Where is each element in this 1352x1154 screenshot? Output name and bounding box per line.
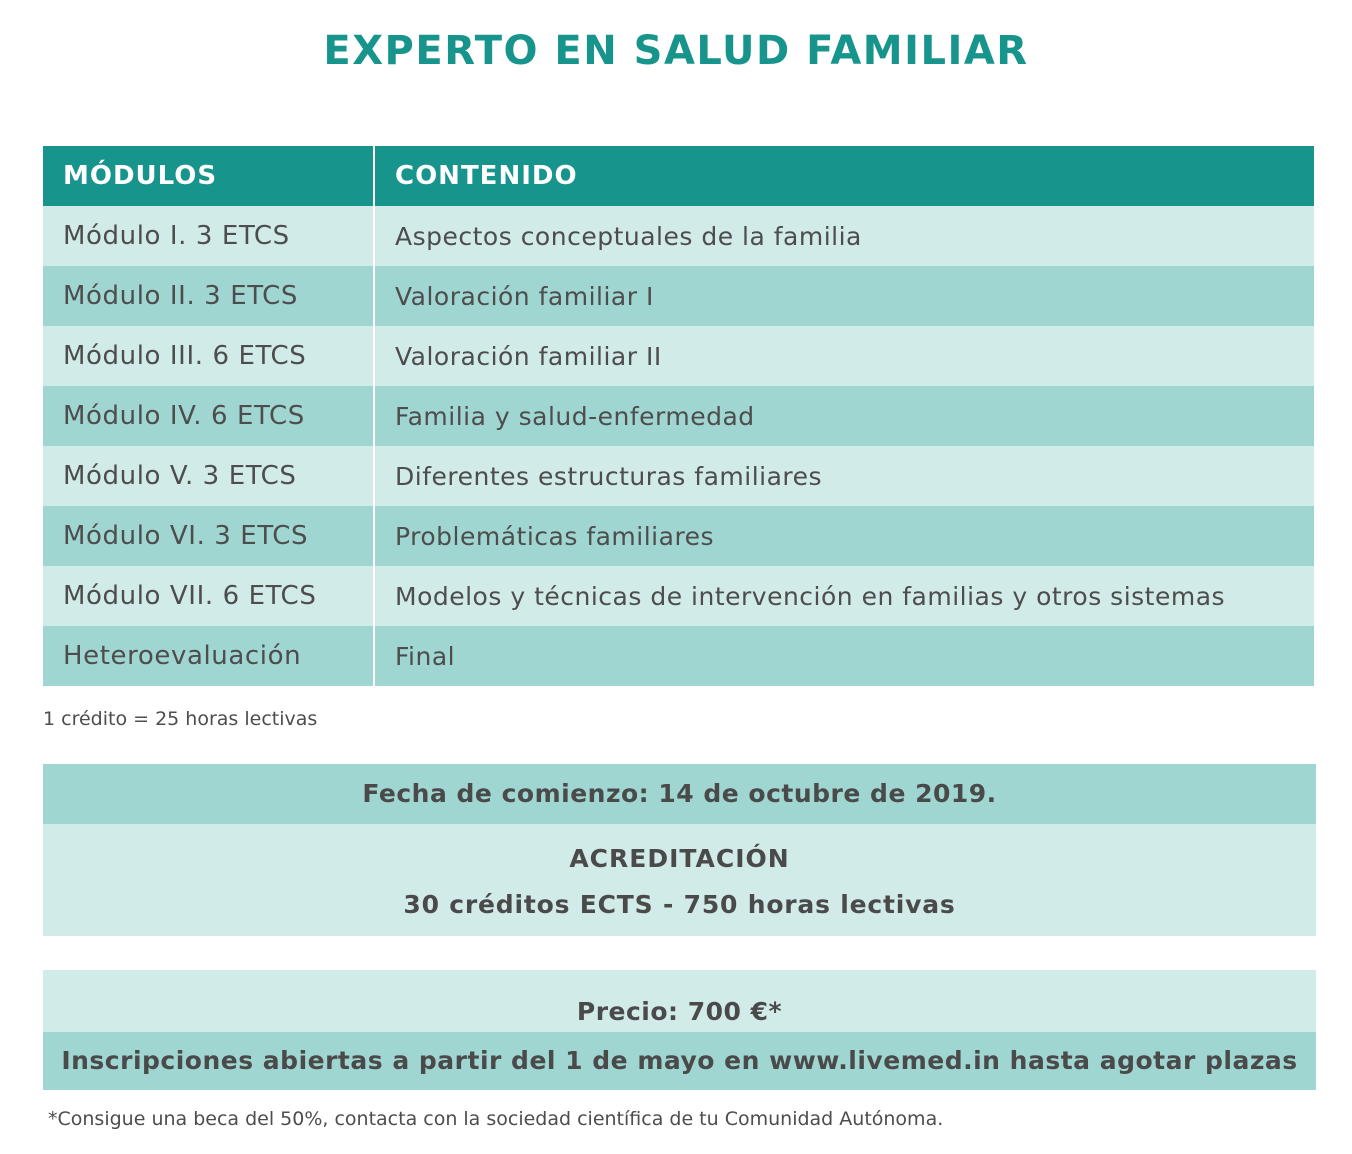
header-content: CONTENIDO (374, 146, 1314, 206)
content-cell: Aspectos conceptuales de la familia (374, 206, 1314, 266)
content-cell: Diferentes estructuras familiares (374, 446, 1314, 506)
content-cell: Familia y salud-enfermedad (374, 386, 1314, 446)
module-cell: Módulo III. 6 ETCS (43, 326, 374, 386)
module-cell: Módulo II. 3 ETCS (43, 266, 374, 326)
registration-banner: Inscripciones abiertas a partir del 1 de mayo en www.livemed.in hasta agotar plazas (43, 1032, 1316, 1090)
module-cell: Heteroevaluación (43, 626, 374, 686)
table-row (43, 326, 1314, 386)
scholarship-note: *Consigue una beca del 50%, contacta con la sociedad científica de tu Comunidad Autónoma. (48, 1108, 944, 1130)
table-row (43, 266, 1314, 326)
price-banner: Precio: 700 €* (43, 970, 1316, 1032)
table-row (43, 626, 1314, 686)
table-row (43, 506, 1314, 566)
module-cell: Módulo V. 3 ETCS (43, 446, 374, 506)
start-date-banner: Fecha de comienzo: 14 de octubre de 2019. (43, 764, 1316, 824)
table-row (43, 386, 1314, 446)
accreditation-detail: 30 créditos ECTS - 750 horas lectivas (403, 890, 956, 919)
header-modules: MÓDULOS (43, 146, 374, 206)
page-title: EXPERTO EN SALUD FAMILIAR (323, 28, 1029, 74)
content-cell: Valoración familiar II (374, 326, 1314, 386)
table-row (43, 446, 1314, 506)
accreditation-title: ACREDITACIÓN (569, 844, 790, 873)
content-cell: Final (374, 626, 1314, 686)
module-cell: Módulo IV. 6 ETCS (43, 386, 374, 446)
table-row (43, 566, 1314, 626)
accreditation-box (43, 824, 1316, 936)
modules-table (43, 146, 1314, 686)
table-row (43, 206, 1314, 266)
table-header-row (43, 146, 1314, 206)
module-cell: Módulo VI. 3 ETCS (43, 506, 374, 566)
module-cell: Módulo VII. 6 ETCS (43, 566, 374, 626)
credit-note: 1 crédito = 25 horas lectivas (43, 708, 318, 730)
content-cell: Modelos y técnicas de intervención en familias y otros sistemas (374, 566, 1314, 626)
content-cell: Problemáticas familiares (374, 506, 1314, 566)
content-cell: Valoración familiar I (374, 266, 1314, 326)
module-cell: Módulo I. 3 ETCS (43, 206, 374, 266)
